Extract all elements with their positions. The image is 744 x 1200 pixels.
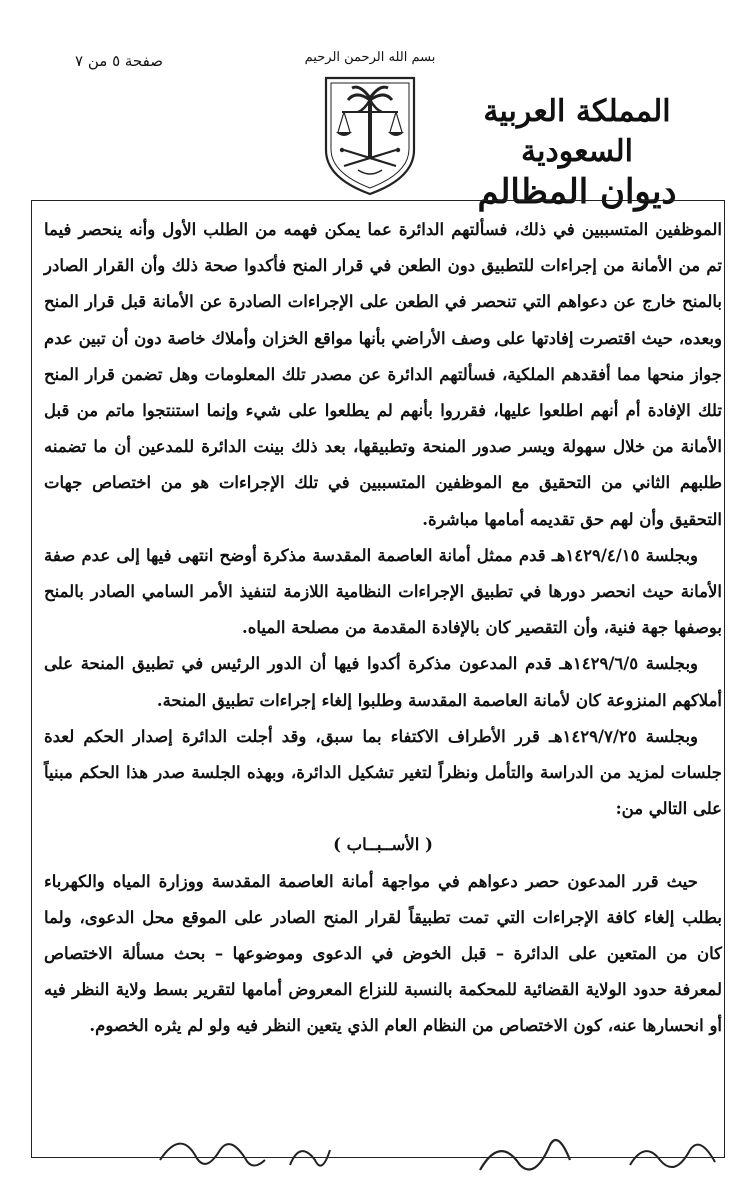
signature [160,1144,265,1166]
signature [630,1145,715,1167]
document-body [44,212,722,1045]
paragraph: وبجلسة ١٤٢٩/٦/٥هـ قدم المدعون مذكرة أكدوا فيها أن الدور الرئيس في تطبيق المنحة على أملاكهم المنزوعة كان لأمانة العاصمة المقدسة وطلبوا إلغاء إجراءات تطبيق المنحة. [44,654,722,710]
scales-palm-swords-emblem-icon [320,70,420,198]
paragraph: وبجلسة ١٤٢٩/٤/١٥هـ قدم ممثل أمانة العاصمة المقدسة مذكرة أوضح انتهى فيها إلى عدم صفة الأمانة حيث انحصر دورها في تطبيق الإجراءات النظامية اللازمة لتنفيذ الأمر السامي الصادر بالمنح بوصفها جهة فنية، وأن التقصير كان بالإفادة المقدمة من مصلحة المياه. [44,545,722,638]
signature [290,1150,330,1166]
kingdom-title: المملكة العربية السعودية [483,94,671,169]
basmala: بسم الله الرحمن الرحيم [304,50,436,65]
signature [480,1140,570,1170]
paragraph: وبجلسة ١٤٢٩/٧/٢٥هـ قرر الأطراف الاكتفاء بما سبق، وقد أجلت الدائرة إصدار الحكم لعدة جلسات لمزيد من الدراسة والتأمل ونظراً لتغير تشكيل الدائرة، وبهذه الجلسة صدر هذا الحكم مبنياً على التالي من: [44,726,722,819]
document-heading [452,92,702,212]
page-number: صفحة ٥ من ٧ [75,52,163,70]
paragraph: حيث قرر المدعون حصر دعواهم في مواجهة أمانة العاصمة المقدسة ووزارة المياه والكهرباء بطلب إلغاء كافة الإجراءات التي تمت تطبيقاً لقرار المنح الصادر على الموقع محل الدعوى، ولما كان من المتعين على الدائرة – قبل الخوض في الدعوى وموضوعها – بحث مسألة الاختصاص لمعرفة حدود الولاية القضائية للمحكمة بالنسبة للنزاع المعروض أمامها لتقرير بسط ولاية النظر فيه أو انحسارها عنه، كون الاختصاص من النظام العام الذي يتعين النظر فيه ولو لم يثره الخصوم. [44,871,722,1036]
signatures [30,1120,730,1190]
court-title: ديوان المظالم [477,172,677,212]
paragraph: الموظفين المتسببين في ذلك، فسألتهم الدائرة عما يمكن فهمه من الطلب الأول وأنه ينحصر فيما تم من الأمانة من إجراءات للتطبيق دون الطعن في قرار المنح فأكدوا صحة ذلك وأن القرار الصادر بالمنح خارج عن دعواهم التي تنحصر في الطعن على الإجراءات الصادرة عن الأمانة قبل قرار المنح وبعده، حيث اقتصرت إفادتها على وصف الأراضي بأنها مواقع الخزان وأملاك خاصة دون أن تبين عدم جواز منحها مما أفقدهم الملكية، فسألتهم الدائرة عن مصدر تلك المعلومات وهل تضمن قرار المنح تلك الإفادة أم أنهم اطلعوا عليها، فقرروا بأنهم لم يطلعوا على شيء وإنما استنتجوا ماتم من قبل الأمانة من خلال سهولة ويسر صدور المنحة وتطبيقها، بعد ذلك بينت الدائرة للمدعين أن ما تضمنه طلبهم الثاني من التحقيق مع الموظفين المتسببين في تلك الإجراءات هو من اختصاص جهات التحقيق وأن لهم حق تقديمه أمامها مباشرة. [44,220,722,529]
section-title: ( الأســبــاب ) [333,835,433,855]
